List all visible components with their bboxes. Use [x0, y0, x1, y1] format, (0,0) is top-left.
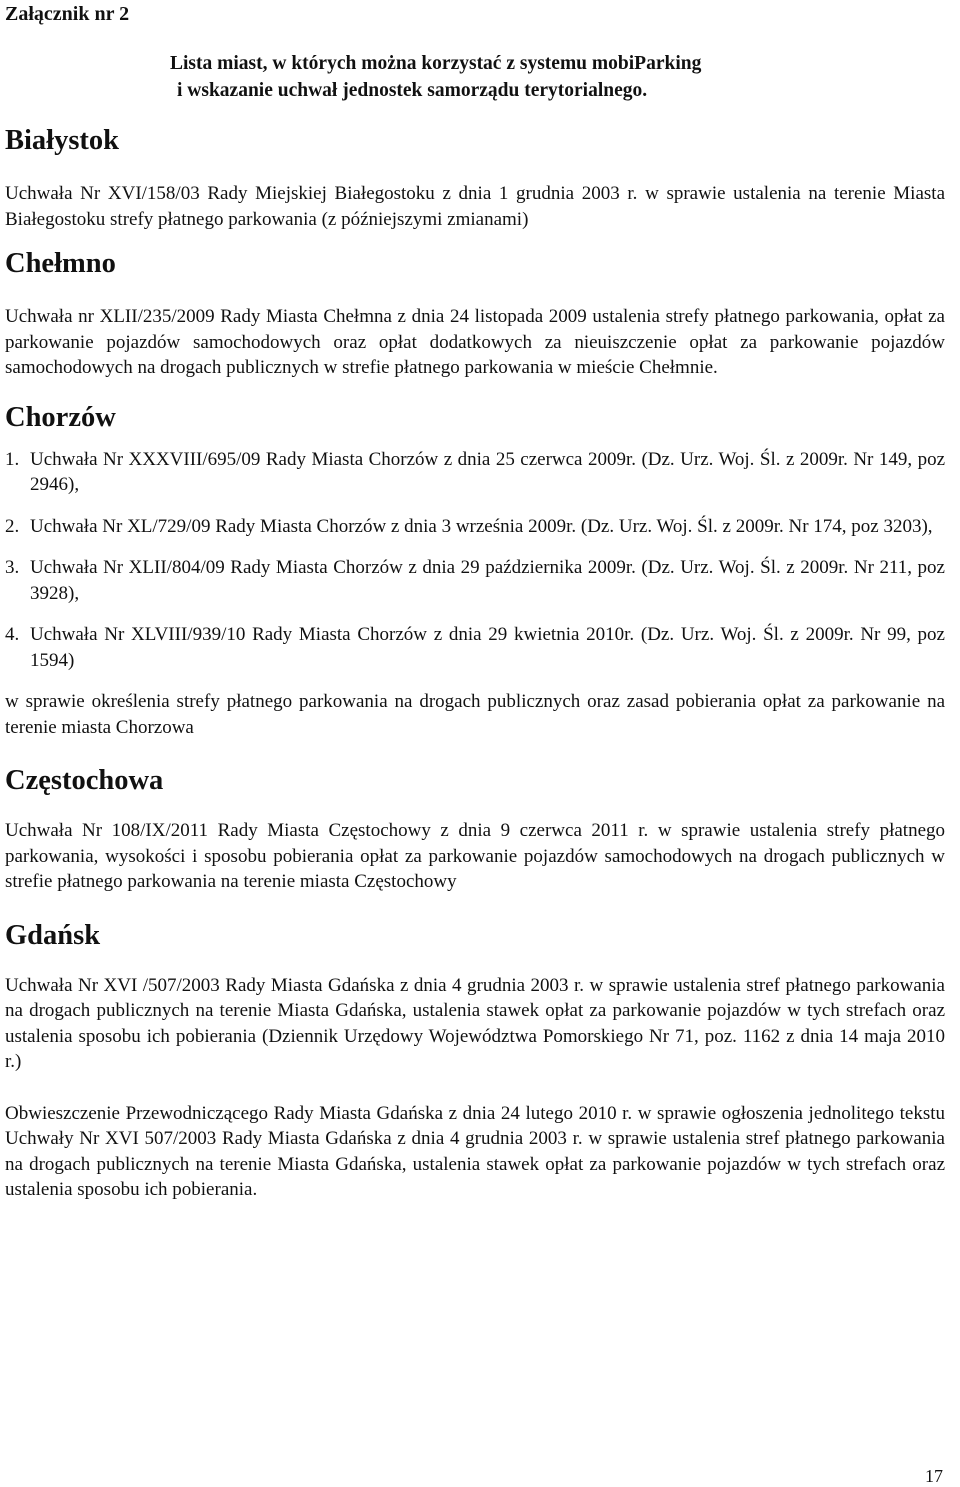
document-title [170, 50, 701, 104]
resolution-text: Uchwała Nr 108/IX/2011 Rady Miasta Częstochowy z dnia 9 czerwca 2011 r. w sprawie ustalenia strefy płatnego parkowania, wysokości i sposobu pobierania opłat za parkowanie pojazdów samochodowych na drogach publicznych w strefie płatnego parkowania na terenie miasta Częstochowy [5, 820, 945, 892]
announcement-text: Obwieszczenie Przewodniczącego Rady Miasta Gdańska z dnia 24 lutego 2010 r. w sprawie ogłoszenia jednolitego tekstu Uchwały Nr XVI 507/2003 Rady Miasta Gdańska z dnia 4 grudnia 2003 r. w sprawie ustalenia stref płatnego parkowania na drogach publicznych na terenie Miasta Gdańska, ustalenia stawek opłat za parkowanie pojazdów w tych strefach oraz ustalenia sposobu ich pobierania. [5, 1102, 945, 1200]
resolution-text: Uchwała nr XLII/235/2009 Rady Miasta Chełmna z dnia 24 listopada 2009 ustalenia strefy płatnego parkowania, opłat za parkowanie pojazdów samochodowych oraz opłat dodatkowych za nieuiszczenie opłat za parkowanie pojazdów samochodowych na drogach publicznych w strefie płatnego parkowania w mieście Chełmnie. [5, 306, 945, 378]
item-number: 4. [5, 624, 20, 645]
city-list [5, 127, 945, 1203]
item-text: Uchwała Nr XLVIII/939/10 Rady Miasta Chorzów z dnia 29 kwietnia 2010r. (Dz. Urz. Woj. Śl. z 2009r. Nr 99, poz 1594) [30, 624, 945, 671]
title-line-2: i wskazanie uchwał jednostek samorządu terytorialnego. [177, 80, 648, 101]
resolution-subject: w sprawie określenia strefy płatnego parkowania na drogach publicznych oraz zasad pobierania opłat za parkowanie na terenie miasta Chorzowa [5, 691, 945, 738]
city-name: Białystok [5, 125, 120, 156]
item-number: 2. [5, 515, 20, 537]
city-section-chorzow [5, 401, 945, 741]
resolution-text: Uchwała Nr XVI/158/03 Rady Miejskiej Białegostoku z dnia 1 grudnia 2003 r. w sprawie ustalenia na terenie Miasta Białegostoku strefy płatnego parkowania (z późniejszymi zmianami) [5, 183, 945, 230]
resolution-list [5, 447, 945, 674]
page-number: 17 [925, 1466, 943, 1486]
resolution-text: Uchwała Nr XVI /507/2003 Rady Miasta Gdańska z dnia 4 grudnia 2003 r. w sprawie ustalenia stref płatnego parkowania na drogach publicznych na terenie Miasta Gdańska, ustalenia stawek opłat za parkowanie pojazdów w tych strefach oraz ustalenia sposobu ich pobierania (Dziennik Urzędowy Województwa Pomorskiego Nr 71, poz. 1162 z dnia 14 maja 2010 r.) [5, 974, 945, 1072]
city-name: Chorzów [5, 401, 116, 433]
resolution-item [5, 622, 945, 673]
resolution-item [5, 447, 945, 498]
city-section-bialystok [5, 127, 945, 232]
item-text: Uchwała Nr XXXVIII/695/09 Rady Miasta Chorzów z dnia 25 czerwca 2009r. (Dz. Urz. Woj. Śl. z 2009r. Nr 149, poz 2946), [30, 448, 945, 495]
annex-label: Załącznik nr 2 [5, 3, 130, 25]
resolution-item [5, 555, 945, 606]
item-number: 3. [5, 557, 20, 578]
title-line-1: Lista miast, w których można korzystać z systemu mobiParking [170, 53, 702, 74]
item-text: Uchwała Nr XL/729/09 Rady Miasta Chorzów z dnia 3 września 2009r. (Dz. Urz. Woj. Śl. z 2009r. Nr 174, poz 3203), [30, 515, 933, 537]
city-name: Chełmno [5, 248, 116, 279]
item-number: 1. [5, 448, 20, 470]
city-name: Gdańsk [5, 919, 101, 951]
resolution-item [5, 514, 945, 540]
city-name: Częstochowa [5, 765, 164, 796]
city-section-gdansk [5, 919, 945, 1203]
city-section-chelmno [5, 250, 945, 381]
item-text: Uchwała Nr XLII/804/09 Rady Miasta Chorzów z dnia 29 października 2009r. (Dz. Urz. Woj. Śl. z 2009r. Nr 211, poz 3928), [30, 557, 945, 604]
city-section-czestochowa [5, 767, 945, 895]
